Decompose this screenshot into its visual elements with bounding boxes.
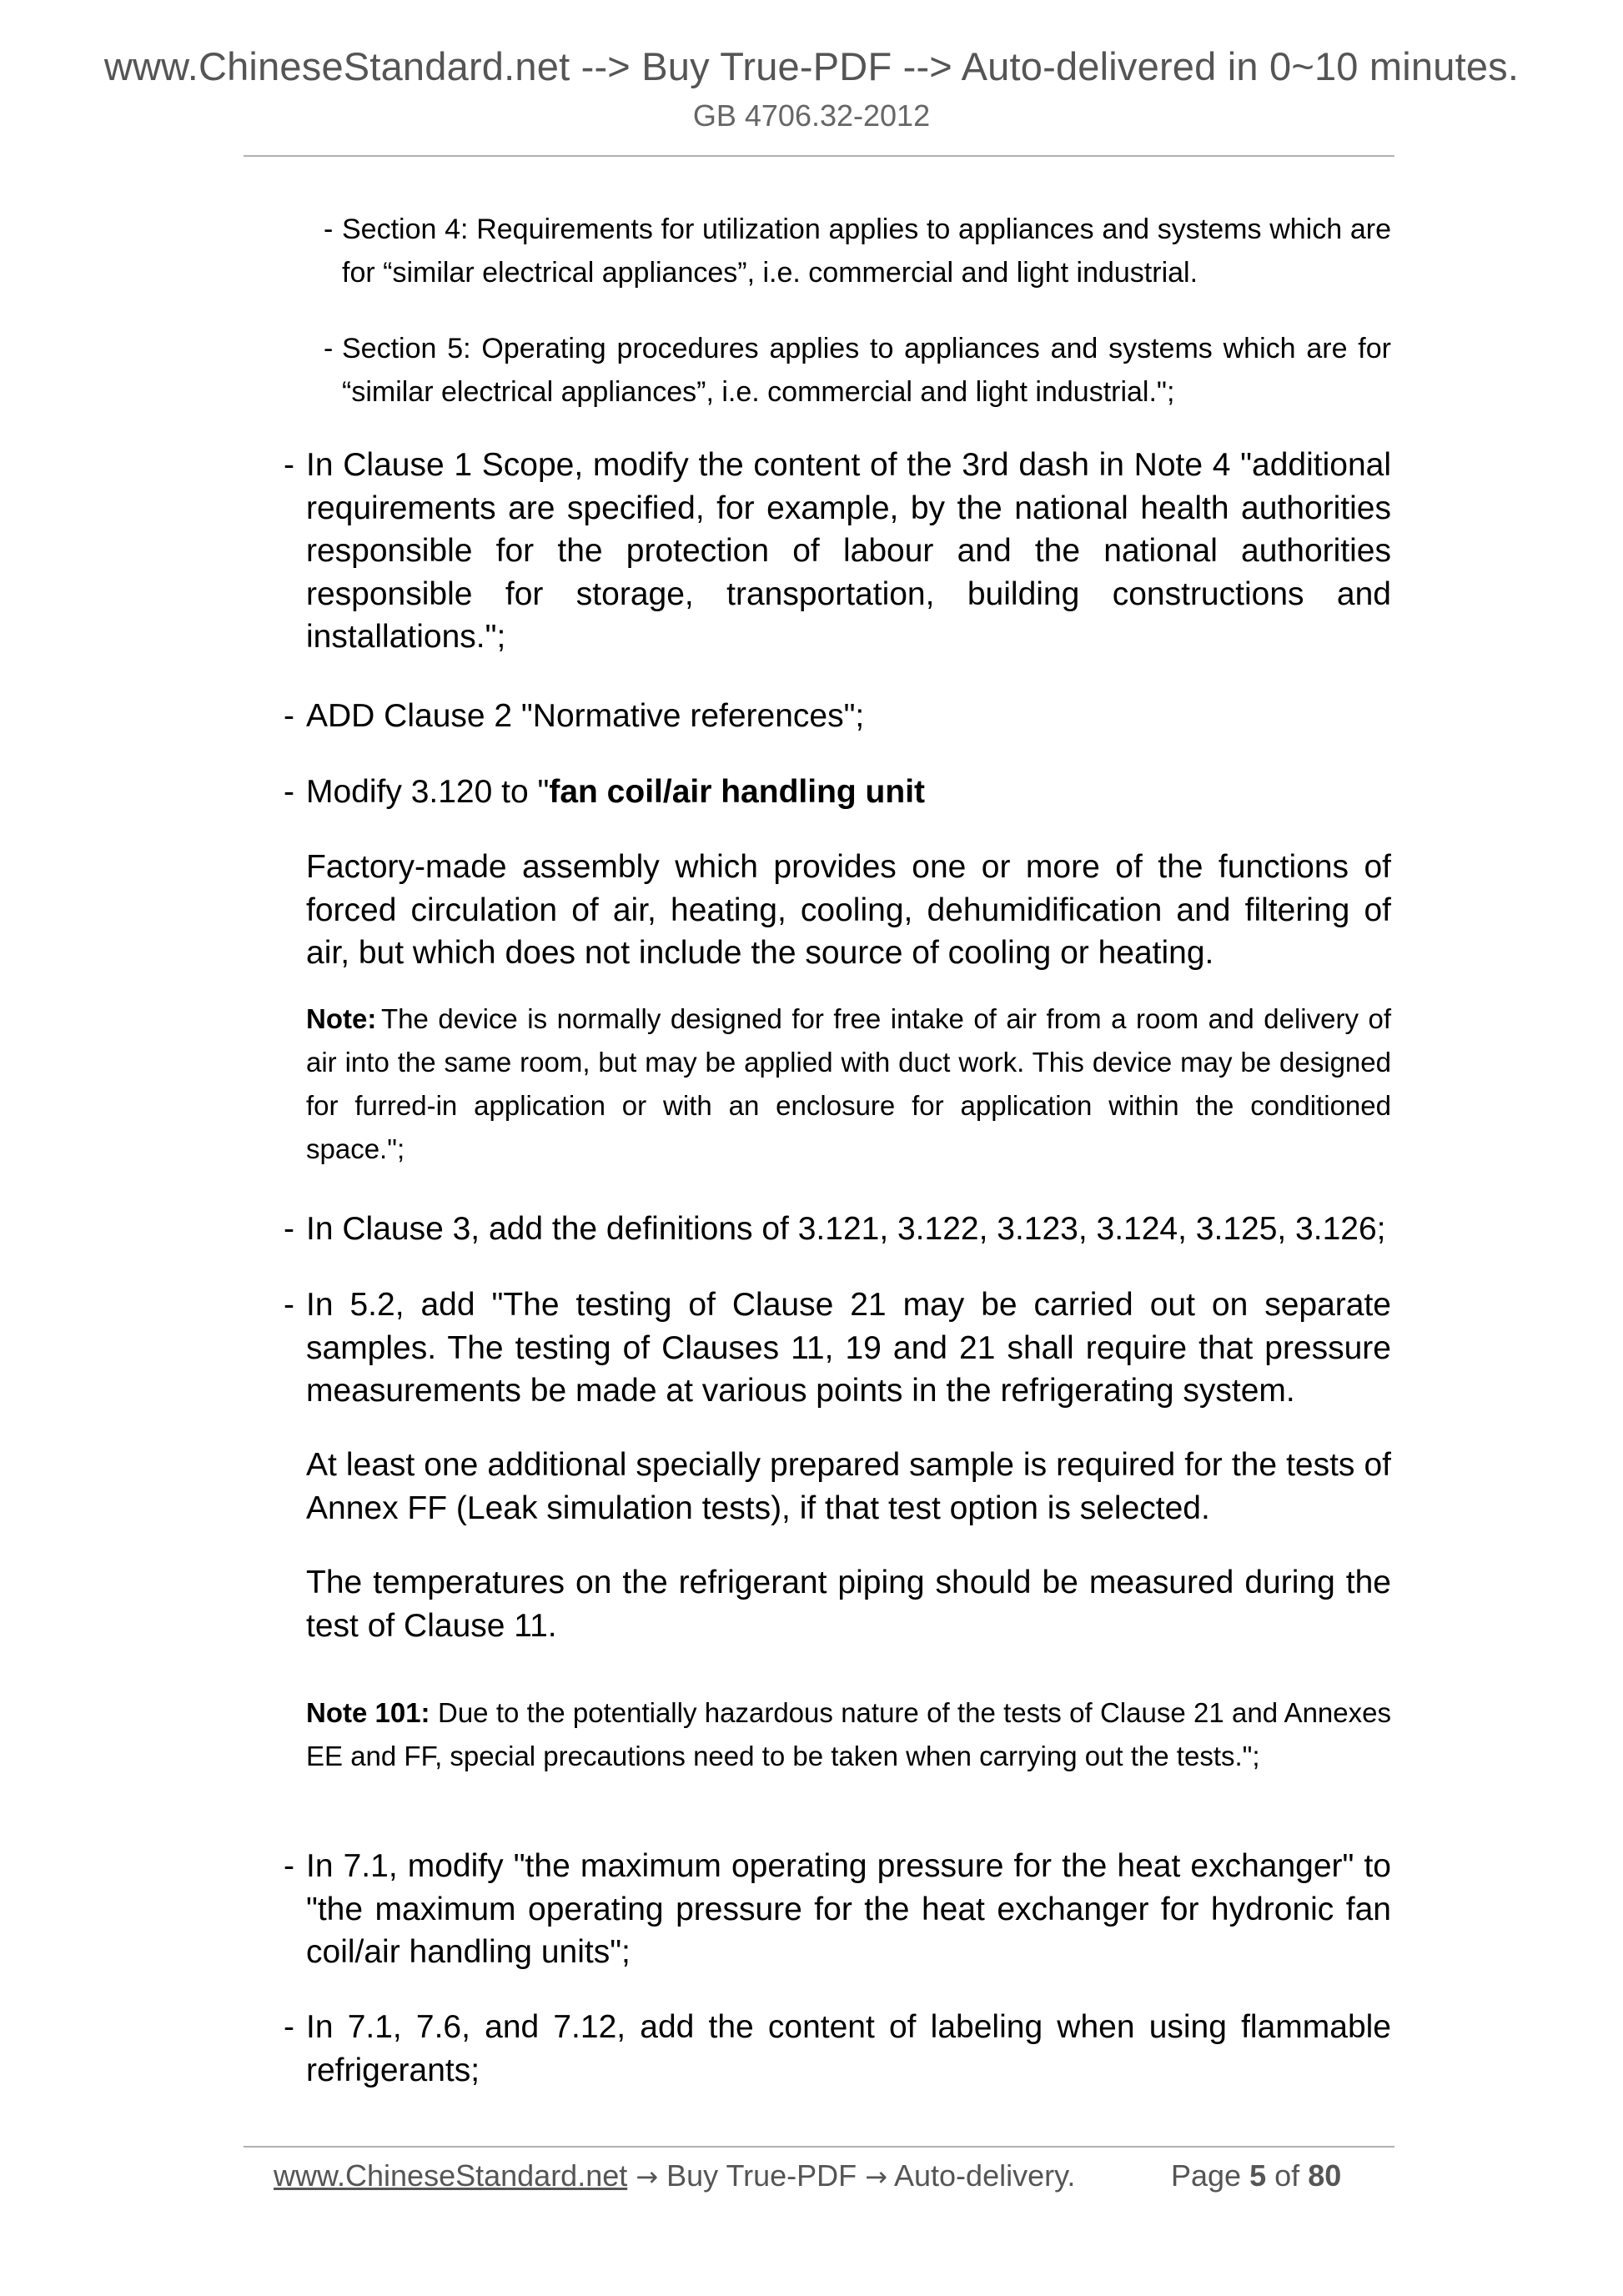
footer-divider [244,2146,1394,2148]
list-dash: - [284,1287,294,1323]
modify-3120-prefix: Modify 3.120 to " [306,774,550,810]
note-text: The device is normally designed for free intake of air from a room and delivery of air into the same room, but may be applied with duct work. This device may be designed for furred-in application or with an enclosure for application within the conditioned space."; [306,1003,1391,1164]
page-number: 5 [1249,2158,1267,2193]
clause52-p3-text: The temperatures on the refrigerant piping should be measured during the test of Clause 11. [306,1565,1391,1644]
list-dash: - [324,214,334,245]
arrow-icon: → [865,2161,887,2193]
add-clause2-text: ADD Clause 2 "Normative references"; [306,698,865,734]
note-label: Note: [306,1003,377,1034]
buy-true-pdf-text: Buy True-PDF [666,2158,857,2193]
page-footer [274,2158,1342,2193]
of-word: of [1274,2158,1300,2193]
list-dash: - [284,447,294,483]
list-dash: - [284,698,294,734]
note-text-wrap [306,997,1391,1171]
clause71-76-712-text: In 7.1, 7.6, and 7.12, add the content of labeling when using flammable refrigerants; [306,2009,1391,2088]
standard-code: GB 4706.32-2012 [692,98,931,133]
note101-label: Note 101: [306,1697,430,1728]
page-indicator [1171,2158,1341,2193]
page-word: Page [1171,2158,1242,2193]
definition-3120-text: Factory-made assembly which provides one or more of the functions of forced circulation of air, heating, cooling, dehumidification and filtering of air, but which does not include the source of cooling or heating. [306,849,1391,971]
header-banner: www.ChineseStandard.net --> Buy True-PDF --> Auto-delivered in 0~10 minutes. [103,44,1520,88]
header-divider [244,155,1394,157]
clause71-text: In 7.1, modify "the maximum operating pressure for the heat exchanger" to "the maximum operating pressure for the heat exchanger for hydronic fan coil/air handling units"; [306,1848,1391,1970]
note101-text: Due to the potentially hazardous nature of the tests of Clause 21 and Annexes EE and FF, special precautions need to be taken when carrying out the tests."; [306,1697,1391,1771]
auto-delivery-text: Auto-delivery. [894,2158,1076,2193]
list-dash: - [284,2009,294,2045]
list-dash: - [324,333,334,364]
clause52-p1-text: In 5.2, add "The testing of Clause 21 may be carried out on separate samples. The testing of Clauses 11, 19 and 21 shall require that pressure measurements be made at various points in the refrigerating system. [306,1287,1391,1409]
note101-text-wrap [306,1691,1391,1778]
term-fan-coil: fan coil/air handling unit [549,774,926,810]
arrow-icon: → [636,2161,659,2193]
modify-3120-text [306,771,1391,814]
clause1-scope-text: In Clause 1 Scope, modify the content of the 3rd dash in Note 4 "additional requirements are specified, for example, by the national health authorities responsible for the protection of labour and the national authorities responsible for storage, transportation, building constructions and installations."; [306,447,1391,655]
total-pages: 80 [1308,2158,1342,2193]
list-dash: - [284,1211,294,1247]
section4-text-content: Section 4: Requirements for utilization applies to appliances and systems which are for “similar electrical appliances”, i.e. commercial and light industrial. [342,214,1391,289]
section5-text-content: Section 5: Operating procedures applies to appliances and systems which are for “similar electrical appliances”, i.e. commercial and light industrial."; [342,333,1391,408]
website-link[interactable]: www.ChineseStandard.net [274,2158,628,2193]
section4-text [342,208,1391,294]
list-dash: - [284,774,294,810]
clause52-p2-text: At least one additional specially prepared sample is required for the tests of Annex FF (Leak simulation tests), if that test option is selected. [306,1447,1391,1526]
clause3-defs-text: In Clause 3, add the definitions of 3.121, 3.122, 3.123, 3.124, 3.125, 3.126; [306,1211,1386,1247]
section5-text [342,327,1391,414]
list-dash: - [284,1848,294,1884]
